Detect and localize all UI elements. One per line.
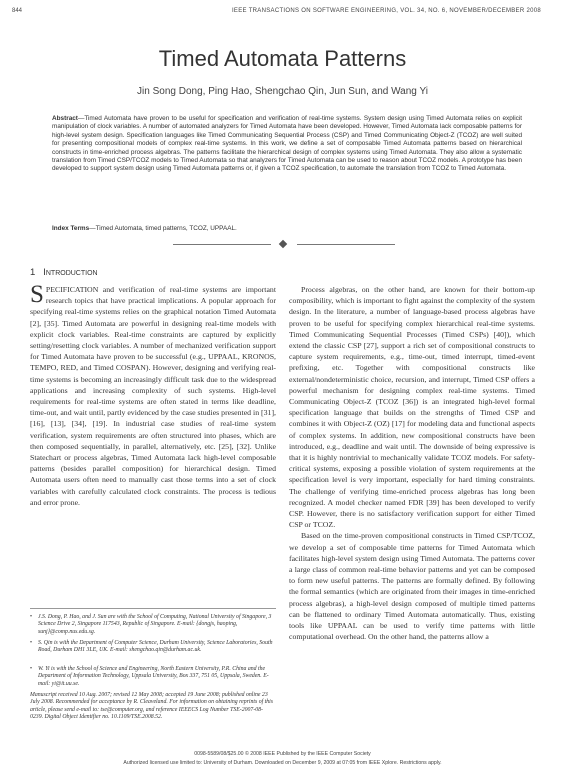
paragraph-process-algebras: Process algebras, on the other hand, are known for their bottom-up composibility, which is important to fight against the complexity of the system design. In the literature, a number of language-based process algebras have proven to be useful for specifying complex hierarchical real-time systems. Timed Communicating Sequential Processes (Timed CSPs) [40]), which extend the classic CSP [27], support a rich set of compositional constructs to capture system requirements, e.g., time-out, timed interrupt, timed-event prefixing, etc. Together with compositional constructs like external/nondeterministic choice, recursion, and interrupt, Timed CSP offers a powerful mechanism for designing complex real-time systems. Timed Communicating Object-Z (TCOZ [36]) is an integrated high-level formal specification language that builds on the strengths of Timed CSP and combines it with Object-Z (OZ) [17] for modeling data and functional aspects of complex systems. In addition, new compositional constructs have been introduced, e.g., deadline and wait until. The downside of being expressive is that it is highly nontrivial to mechanically validate TCOZ models. For safety-critical systems, exposing a possible violation of system requirements at the specification level is very important, especially for hard timing constraints. The challenge of verifying time-enriched process algebras has long been recognized. A model checker named FDR [39] has been developed to verify CSP. However, there is no satisfactory verification support for either Timed CSP or TCOZ.: [289, 285, 535, 530]
paper-title: Timed Automata Patterns: [158, 46, 407, 71]
license-footer: Authorized licensed use limited to: University of Durham. Downloaded on December 9, 2009 at 07:05 from IEEE Xplore. Restrictions apply.: [123, 760, 442, 766]
abstract-label: Abstract: [52, 115, 78, 122]
copyright-footer: 0098-5589/08/$25.00 © 2008 IEEE Published by the IEEE Computer Society: [194, 751, 371, 757]
intro-paragraph-1: [30, 284, 276, 508]
index-terms-label: Index Terms: [52, 225, 90, 232]
diamond-icon: [279, 240, 287, 248]
section-title: Introduction: [43, 267, 98, 278]
page-number: 844: [12, 8, 23, 14]
abstract-text: —Timed Automata have proven to be useful for specification and verification of real-time systems. System design using Timed Automata relies on explicit manipulation of clock variables. A number of automated analyzers for Timed Automata have been developed. However, Timed Automata lack composable patterns for high-level system design. Specification languages like Timed Communicating Sequential Process (CSP) and Timed Communicating Object-Z (TCOZ) are well suited for presenting compositional models of complex real-time systems. In this work, we define a set of composable Timed Automata patterns based on hierarchical constructs in time-enriched process algebras. The patterns facilitate the hierarchical design of complex systems using Timed Automata. They also allow a systematic translation from Timed CSP/TCOZ models to Timed Automata so that analyzers for Timed Automata can be used to reason about TCOZ models. A prototype has been developed to support system design using Timed Automata patterns or, if given a TCOZ specification, to automate the translation from TCOZ to Timed Automata.: [52, 115, 522, 173]
footnote-affiliation-uppsala: • W. Yi is with the School of Science and Engineering, North Eastern University, P.R. China and the Department of Information Technology, Uppsala University, Box 337, 751 05, Uppsala, Sweden. E-mail: yi@it.uu.se.: [30, 666, 269, 687]
footnote-manuscript-info: Manuscript received 10 Aug. 2007; revised 12 May 2008; accepted 19 June 2008; published online 23 July 2008. Recommended for acceptance by R. Cleaveland. For information on obtaining reprints of this article, please send e-mail to: tse@computer.org, and reference IEEECS Log Number TSE-2007-08-0239. Digital Object Identifier no. 10.1109/TSE.2008.52.: [30, 692, 274, 721]
author-list: Jin Song Dong, Ping Hao, Shengchao Qin, Jun Sun, and Wang Yi: [137, 86, 428, 97]
bullet-icon: •: [30, 640, 33, 646]
bullet-icon: •: [30, 614, 33, 620]
index-terms: [52, 225, 522, 232]
index-terms-text: —Timed Automata, timed patterns, TCOZ, UPPAAL.: [89, 225, 237, 232]
body-column-left: [30, 284, 276, 602]
abstract: [52, 115, 522, 174]
divider-line-left: [173, 244, 271, 245]
drop-cap: S: [30, 284, 44, 308]
footnote-affiliation-durham: • S. Qin is with the Department of Computer Science, Durham University, Science Laboratories, South Road, Durham DH1 3LE, UK. E-mail: shengchao.qin@durham.ac.uk.: [30, 640, 273, 654]
journal-header: IEEE TRANSACTIONS ON SOFTWARE ENGINEERING, VOL. 34, NO. 6, NOVEMBER/DECEMBER 2008: [231, 8, 541, 14]
section-divider: [173, 244, 395, 245]
footnote-affiliation-nus: • J.S. Dong, P. Hao, and J. Sun are with the School of Computing, National University of Singapore, 3 Science Drive 2, Singapore 117543, Republic of Singapore. E-mail: {dongjs, haoping, sunj}@comp.nus.edu.sg.: [30, 614, 272, 635]
bullet-icon: •: [30, 666, 33, 672]
intro-paragraph-1-text: PECIFICATION and verification of real-time systems are important research topics that have practical implications. A popular approach for specifying real-time systems relies on the graphical notation Timed Automata [2], [35]. Timed Automata are powerful in designing real-time models with explicit clock variables. Real-time constraints are captured by explicitly setting/resetting clock variables. A number of mechanized verification support for Timed Automata have proven to be successful (e.g., UPPAAL, KRONOS, TEMPO, RED, and Timed COSPAN). However, designing and verifying real-time systems is becoming an increasingly difficult task due to the widespread applications and increasing complexity of such systems. High-level requirements for real-time systems are often stated in terms like deadline, time-out, and wait until, partly evidenced by the case studies presented in [31], [16], [13], [34], [19]. In industrial case studies of real-time system verification, system requirements are often structured into phases, which are then composed sequentially, in parallel, alternatively, etc. [25], [32]. Unlike Statechart or process algebras, Timed Automata lack high-level composable patterns (besides parallel composition) for hierarchical design. Timed Automata users often need to manually cast those terms into a set of clock variables with carefully calculated clock constraints. The process is tedious and error prone.: [30, 285, 276, 507]
section-number: 1: [30, 267, 36, 278]
body-column-right: [289, 284, 535, 740]
paragraph-time-patterns: Based on the time-proven compositional constructs in Timed CSP/TCOZ, we develop a set of composable time patterns for Timed Automata which facilitates high-level system design using Timed Automata. The patterns cover a large class of common real-time behavior patterns and yet can be composed to form new useful patterns. The patterns are formally defined. By following the formal semantics (which are originated from their images in time-enriched process algebras), a high-level design composed of multiple timed patterns can be flattened to ordinary Timed Automata automatically. Thus, existing tools like UPPAAL can be used to verify time patterns with little computational overhead. On the other hand, the patterns allow a: [289, 531, 535, 642]
section-heading: [30, 267, 98, 278]
footnote-rule: [30, 608, 276, 609]
divider-line-right: [297, 244, 395, 245]
